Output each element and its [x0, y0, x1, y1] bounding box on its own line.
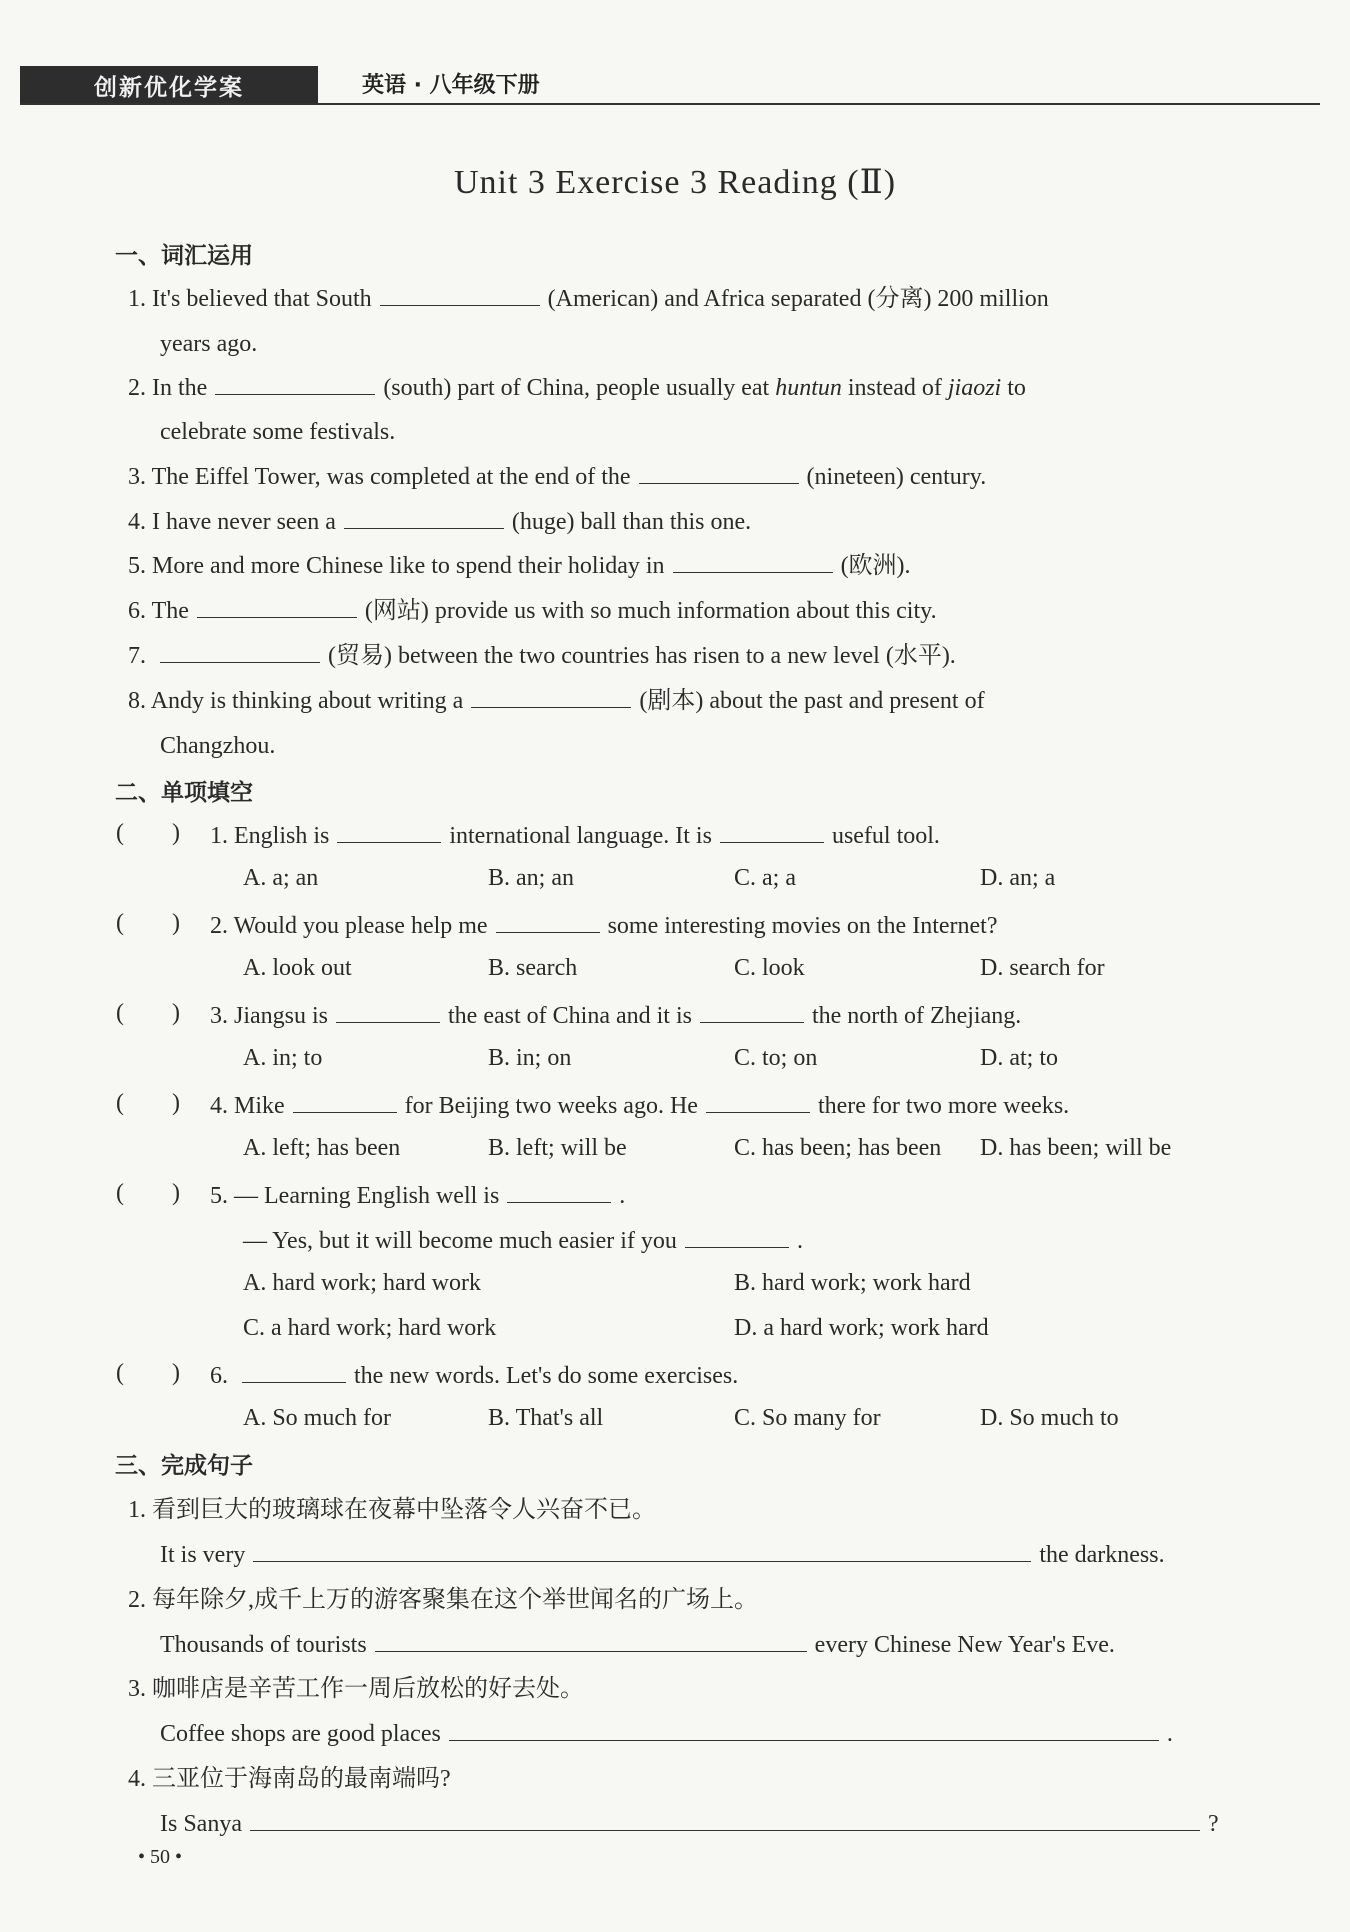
sentence-answer-line: Coffee shops are good places . — [160, 1721, 1173, 1747]
mc-question: 4. Mike for Beijing two weeks ago. He there for two more weeks. — [210, 1093, 1070, 1119]
section-heading-complete-sentences: 三、完成句子 — [115, 1453, 253, 1479]
mc-question: 6. the new words. Let's do some exercises. — [210, 1363, 739, 1389]
mc-option: B. in; on — [488, 1045, 572, 1071]
mc-option: D. has been; will be — [980, 1135, 1172, 1161]
answer-parentheses: ( ) — [116, 1180, 180, 1206]
page-title: Unit 3 Exercise 3 Reading (Ⅱ) — [453, 164, 897, 201]
mc-option: B. That's all — [488, 1405, 604, 1431]
mc-option: C. a; a — [734, 865, 796, 891]
answer-blank — [449, 1720, 1159, 1741]
mc-question: 3. Jiangsu is the east of China and it is the north of Zhejiang. — [210, 1003, 1022, 1029]
answer-parentheses: ( ) — [116, 910, 180, 936]
mc-option: D. search for — [980, 955, 1105, 981]
answer-blank — [471, 687, 631, 708]
answer-blank — [242, 1362, 346, 1383]
mc-option: C. has been; has been — [734, 1135, 942, 1161]
mc-question-line2: — Yes, but it will become much easier if you . — [243, 1228, 803, 1254]
mc-option: A. in; to — [243, 1045, 323, 1071]
mc-option: D. So much to — [980, 1405, 1119, 1431]
sentence-prompt-chinese: 3. 咖啡店是辛苦工作一周后放松的好去处。 — [128, 1676, 584, 1702]
sentence-answer-line: It is very the darkness. — [160, 1542, 1165, 1568]
mc-option: A. hard work; hard work — [243, 1270, 481, 1296]
vocab-item: 2. In the (south) part of China, people usually eat huntun instead of jiaozi to — [128, 375, 1026, 401]
answer-blank — [197, 597, 357, 618]
book-subtitle: 英语 · 八年级下册 — [362, 73, 540, 98]
mc-option: C. So many for — [734, 1405, 881, 1431]
mc-option: B. left; will be — [488, 1135, 627, 1161]
sentence-prompt-chinese: 2. 每年除夕,成千上万的游客聚集在这个举世闻名的广场上。 — [128, 1587, 758, 1613]
mc-option: C. to; on — [734, 1045, 818, 1071]
mc-option: B. search — [488, 955, 578, 981]
mc-question: 2. Would you please help me some interesting movies on the Internet? — [210, 913, 998, 939]
answer-blank — [507, 1182, 611, 1203]
answer-blank — [685, 1227, 789, 1248]
mc-option: D. an; a — [980, 865, 1056, 891]
answer-blank — [215, 374, 375, 395]
vocab-item-continuation: Changzhou. — [160, 733, 276, 759]
answer-blank — [706, 1092, 810, 1113]
mc-option: C. a hard work; hard work — [243, 1315, 497, 1341]
mc-question: 1. English is international language. It is useful tool. — [210, 823, 940, 849]
answer-blank — [496, 912, 600, 933]
vocab-item: 8. Andy is thinking about writing a (剧本) about the past and present of — [128, 688, 985, 714]
answer-blank — [160, 642, 320, 663]
sentence-prompt-chinese: 1. 看到巨大的玻璃球在夜幕中坠落令人兴奋不已。 — [128, 1497, 656, 1523]
mc-option: A. look out — [243, 955, 352, 981]
mc-question: 5. — Learning English well is . — [210, 1183, 626, 1209]
sentence-answer-line: Thousands of tourists every Chinese New Year's Eve. — [160, 1632, 1115, 1658]
mc-option: D. a hard work; work hard — [734, 1315, 989, 1341]
vocab-item: 1. It's believed that South (American) and Africa separated (分离) 200 million — [128, 286, 1049, 312]
answer-blank — [253, 1541, 1031, 1562]
vocab-item: 5. More and more Chinese like to spend their holiday in (欧洲). — [128, 553, 911, 579]
sentence-answer-line: Is Sanya ? — [160, 1811, 1219, 1837]
vocab-item: 4. I have never seen a (huge) ball than this one. — [128, 509, 752, 535]
mc-option: A. a; an — [243, 865, 319, 891]
book-brand-banner: 创新优化学案 — [20, 66, 318, 104]
vocab-item: 6. The (网站) provide us with so much information about this city. — [128, 598, 937, 624]
header-rule — [20, 103, 1320, 105]
answer-blank — [673, 552, 833, 573]
vocab-item: 3. The Eiffel Tower, was completed at the end of the (nineteen) century. — [128, 464, 987, 490]
answer-blank — [380, 285, 540, 306]
mc-option: B. an; an — [488, 865, 574, 891]
mc-option: D. at; to — [980, 1045, 1058, 1071]
vocab-item: 7. (贸易) between the two countries has risen to a new level (水平). — [128, 643, 956, 669]
answer-blank — [700, 1002, 804, 1023]
mc-option: C. look — [734, 955, 805, 981]
answer-blank — [639, 463, 799, 484]
answer-blank — [337, 822, 441, 843]
section-heading-multiple-choice: 二、单项填空 — [115, 780, 253, 806]
section-heading-vocabulary: 一、词汇运用 — [115, 243, 253, 269]
vocab-item-continuation: celebrate some festivals. — [160, 419, 396, 445]
mc-option: A. So much for — [243, 1405, 391, 1431]
answer-parentheses: ( ) — [116, 820, 180, 846]
mc-option: A. left; has been — [243, 1135, 401, 1161]
answer-blank — [720, 822, 824, 843]
mc-option: B. hard work; work hard — [734, 1270, 971, 1296]
answer-blank — [375, 1631, 807, 1652]
answer-parentheses: ( ) — [116, 1000, 180, 1026]
answer-blank — [344, 508, 504, 529]
answer-parentheses: ( ) — [116, 1360, 180, 1386]
answer-blank — [250, 1810, 1200, 1831]
page-number: • 50 • — [138, 1846, 183, 1868]
sentence-prompt-chinese: 4. 三亚位于海南岛的最南端吗? — [128, 1766, 451, 1792]
answer-blank — [336, 1002, 440, 1023]
answer-blank — [293, 1092, 397, 1113]
vocab-item-continuation: years ago. — [160, 331, 258, 357]
answer-parentheses: ( ) — [116, 1090, 180, 1116]
